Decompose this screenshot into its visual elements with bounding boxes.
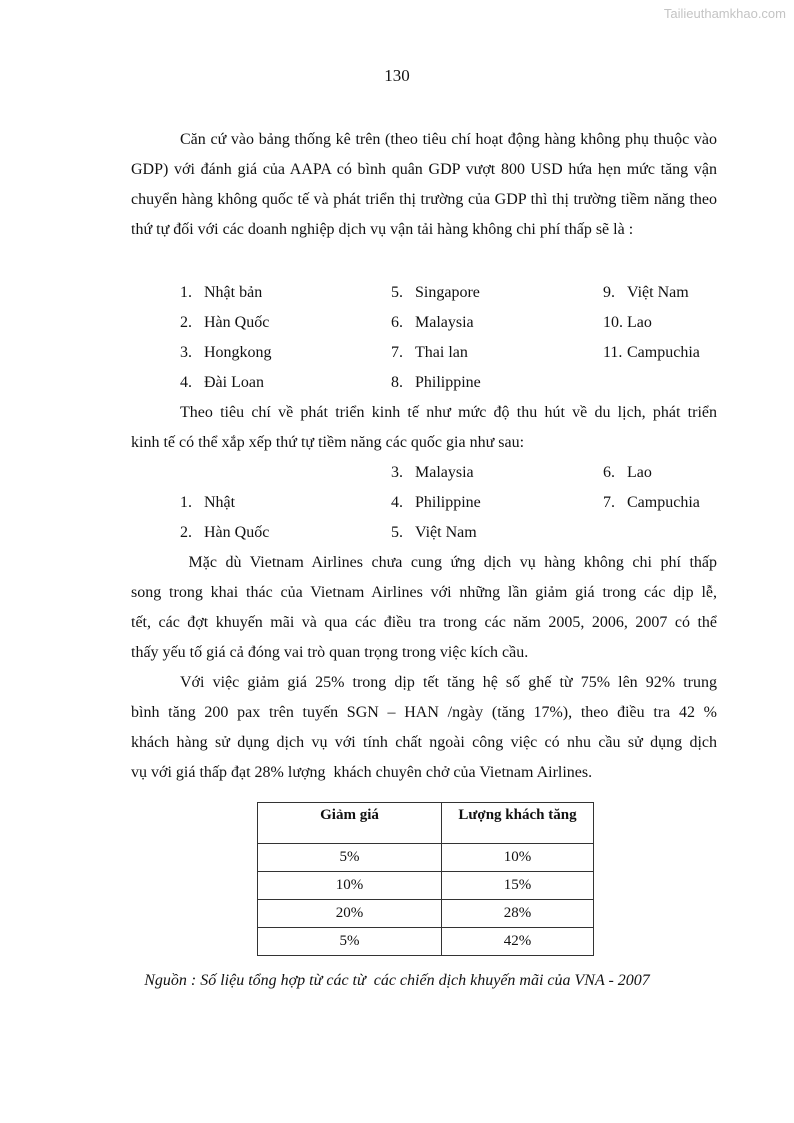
table-cell: 42% xyxy=(442,928,594,956)
paragraph-line: bình tăng 200 pax trên tuyến SGN – HAN /ngày (tăng 17%), theo điều tra 42 % xyxy=(131,704,717,721)
list-item: 4. Đài Loan xyxy=(180,374,264,391)
paragraph-line: GDP) với đánh giá của AAPA có bình quân GDP vượt 800 USD hứa hẹn mức tăng vận xyxy=(131,161,717,178)
discount-table xyxy=(257,802,594,956)
list-item: 3. Hongkong xyxy=(180,344,272,361)
list-item: 1. Nhật bản xyxy=(180,284,263,301)
paragraph-line: thấy yếu tố giá cả đóng vai trò quan trọng trong việc kích cầu. xyxy=(131,644,529,661)
list-item: 1. Nhật xyxy=(180,494,236,511)
list-item: 6. Malaysia xyxy=(391,314,474,331)
paragraph-line: khách hàng sử dụng dịch vụ với tính chất ngoài công việc có nhu cầu sử dụng dịch xyxy=(131,734,717,751)
list-item: 2. Hàn Quốc xyxy=(180,524,270,541)
paragraph-line: vụ với giá thấp đạt 28% lượng khách chuyên chở của Vietnam Airlines. xyxy=(131,764,593,781)
watermark: Tailieuthamkhao.com xyxy=(663,6,786,21)
paragraph-line: Mặc dù Vietnam Airlines chưa cung ứng dịch vụ hàng không chi phí thấp xyxy=(180,554,717,571)
paragraph-line: song trong khai thác của Vietnam Airlines với những lần giảm giá trong các dịp lễ, xyxy=(131,584,717,601)
paragraph-line: kinh tế có thể xắp xếp thứ tự tiềm năng các quốc gia như sau: xyxy=(131,434,525,451)
list-item: 2. Hàn Quốc xyxy=(180,314,270,331)
page-number: 130 xyxy=(384,66,410,85)
table-cell: 28% xyxy=(442,900,594,928)
table-row xyxy=(258,872,594,900)
table-row xyxy=(258,900,594,928)
table-cell: 5% xyxy=(258,928,442,956)
paragraph-line: Theo tiêu chí về phát triển kinh tế như mức độ thu hút về du lịch, phát triển xyxy=(180,404,717,421)
table-source-caption: Nguồn : Số liệu tổng hợp từ các từ các chiến dịch khuyến mãi của VNA - 2007 xyxy=(144,972,650,989)
list-item: 5. Singapore xyxy=(391,284,480,301)
paragraph-line: tết, các đợt khuyến mãi và qua các điều tra trong các năm 2005, 2006, 2007 có thể xyxy=(131,614,717,631)
table-cell: 10% xyxy=(258,872,442,900)
paragraph-line: chuyển hàng không quốc tế và phát triển thị trường của GDP thì thị trường tiềm năng theo xyxy=(131,191,717,208)
list-item: 7. Campuchia xyxy=(603,494,700,511)
list-item: 7. Thai lan xyxy=(391,344,468,361)
table-header-row xyxy=(258,803,594,844)
paragraph-line: Căn cứ vào bảng thống kê trên (theo tiêu chí hoạt động hàng không phụ thuộc vào xyxy=(180,131,717,148)
column-header-discount: Giảm giá xyxy=(258,803,442,844)
list-item: 8. Philippine xyxy=(391,374,481,391)
paragraph-line: Với việc giảm giá 25% trong dịp tết tăng hệ số ghế từ 75% lên 92% trung xyxy=(180,674,717,691)
table-row xyxy=(258,844,594,872)
column-header-passenger-increase: Lượng khách tăng xyxy=(442,803,594,844)
table-row xyxy=(258,928,594,956)
list-item: 5. Việt Nam xyxy=(391,524,477,541)
table-cell: 15% xyxy=(442,872,594,900)
list-item: 6. Lao xyxy=(603,464,652,481)
table-cell: 5% xyxy=(258,844,442,872)
list-item: 10. Lao xyxy=(603,314,652,331)
paragraph-line: thứ tự đối với các doanh nghiệp dịch vụ vận tải hàng không chi phí thấp sẽ là : xyxy=(131,221,634,238)
table-cell: 20% xyxy=(258,900,442,928)
table-cell: 10% xyxy=(442,844,594,872)
list-item: 11. Campuchia xyxy=(603,344,700,361)
list-item: 9. Việt Nam xyxy=(603,284,689,301)
list-item: 3. Malaysia xyxy=(391,464,474,481)
list-item: 4. Philippine xyxy=(391,494,481,511)
